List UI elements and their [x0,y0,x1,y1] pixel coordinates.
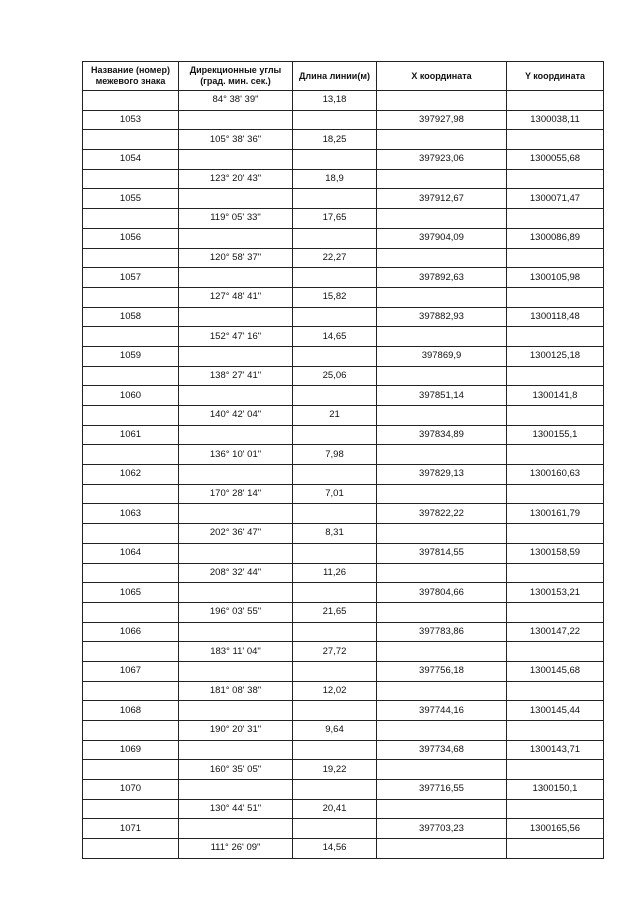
cell-direction-angle [179,425,293,445]
cell-direction-angle [179,701,293,721]
cell-direction-angle [179,583,293,603]
cell-y-coordinate: 1300153,21 [507,583,604,603]
cell-direction-angle [179,228,293,248]
cell-line-length [293,346,377,366]
cell-direction-angle [179,150,293,170]
cell-mark-name [83,839,179,859]
table-row [83,681,604,701]
cell-x-coordinate: 397834,89 [377,425,507,445]
table-row [83,248,604,268]
cell-y-coordinate: 1300160,63 [507,465,604,485]
cell-line-length: 18,9 [293,169,377,189]
table-row [83,484,604,504]
header-x-coordinate: X координата [377,62,507,91]
cell-direction-angle [179,819,293,839]
cell-line-length: 21,65 [293,602,377,622]
cell-mark-name: 1063 [83,504,179,524]
table-row [83,445,604,465]
cell-x-coordinate [377,524,507,544]
table-row [83,150,604,170]
cell-mark-name [83,287,179,307]
cell-line-length [293,661,377,681]
cell-x-coordinate: 397882,93 [377,307,507,327]
cell-mark-name: 1065 [83,583,179,603]
cell-mark-name [83,209,179,229]
cell-direction-angle: 202° 36' 47" [179,524,293,544]
cell-mark-name: 1070 [83,780,179,800]
cell-direction-angle [179,268,293,288]
cell-mark-name [83,563,179,583]
cell-x-coordinate: 397912,67 [377,189,507,209]
cell-x-coordinate [377,209,507,229]
cell-mark-name [83,721,179,741]
cell-y-coordinate [507,169,604,189]
cell-line-length: 25,06 [293,366,377,386]
cell-direction-angle [179,780,293,800]
cell-direction-angle: 105° 38' 36" [179,130,293,150]
table-row [83,799,604,819]
cell-line-length: 14,65 [293,327,377,347]
cell-mark-name [83,366,179,386]
cell-line-length [293,189,377,209]
cell-direction-angle: 181° 08' 38" [179,681,293,701]
cell-mark-name [83,799,179,819]
cell-direction-angle: 183° 11' 04" [179,642,293,662]
cell-y-coordinate [507,445,604,465]
cell-y-coordinate: 1300155,1 [507,425,604,445]
cell-direction-angle: 170° 28' 14" [179,484,293,504]
cell-x-coordinate [377,248,507,268]
cell-x-coordinate [377,681,507,701]
cell-direction-angle [179,740,293,760]
cell-x-coordinate: 397804,66 [377,583,507,603]
cell-direction-angle: 130° 44' 51" [179,799,293,819]
cell-y-coordinate [507,287,604,307]
cell-mark-name: 1057 [83,268,179,288]
table-row [83,169,604,189]
cell-direction-angle: 190° 20' 31" [179,721,293,741]
cell-mark-name [83,169,179,189]
cell-y-coordinate [507,602,604,622]
table-row [83,819,604,839]
cell-y-coordinate [507,406,604,426]
cell-x-coordinate [377,130,507,150]
cell-direction-angle: 119° 05' 33" [179,209,293,229]
cell-line-length: 7,98 [293,445,377,465]
cell-line-length [293,110,377,130]
cell-direction-angle [179,543,293,563]
cell-line-length: 18,25 [293,130,377,150]
cell-y-coordinate [507,248,604,268]
table-row [83,268,604,288]
cell-direction-angle [179,465,293,485]
cell-line-length: 21 [293,406,377,426]
table-row [83,563,604,583]
cell-line-length [293,307,377,327]
cell-y-coordinate: 1300141,8 [507,386,604,406]
cell-direction-angle [179,622,293,642]
cell-x-coordinate: 397734,68 [377,740,507,760]
cell-y-coordinate: 1300071,47 [507,189,604,209]
cell-direction-angle [179,110,293,130]
cell-mark-name: 1064 [83,543,179,563]
cell-direction-angle: 120° 58' 37" [179,248,293,268]
cell-line-length [293,386,377,406]
cell-line-length: 11,26 [293,563,377,583]
cell-y-coordinate: 1300086,89 [507,228,604,248]
cell-y-coordinate: 1300145,44 [507,701,604,721]
table-row [83,406,604,426]
cell-x-coordinate [377,406,507,426]
table-row [83,701,604,721]
cell-x-coordinate: 397904,09 [377,228,507,248]
table-row [83,110,604,130]
cell-direction-angle: 136° 10' 01" [179,445,293,465]
table-row [83,91,604,111]
cell-line-length: 15,82 [293,287,377,307]
table-row [83,602,604,622]
table-row [83,740,604,760]
cell-direction-angle: 140° 42' 04" [179,406,293,426]
cell-y-coordinate [507,760,604,780]
cell-x-coordinate: 397822,22 [377,504,507,524]
cell-mark-name [83,91,179,111]
cell-y-coordinate: 1300158,59 [507,543,604,563]
table-row [83,287,604,307]
cell-y-coordinate [507,799,604,819]
cell-direction-angle: 152° 47' 16" [179,327,293,347]
table-row [83,465,604,485]
cell-direction-angle [179,189,293,209]
cell-direction-angle [179,386,293,406]
cell-x-coordinate [377,721,507,741]
cell-mark-name [83,602,179,622]
table-row [83,661,604,681]
cell-mark-name: 1071 [83,819,179,839]
cell-mark-name [83,445,179,465]
cell-y-coordinate [507,524,604,544]
cell-line-length [293,543,377,563]
table-row [83,642,604,662]
cell-mark-name: 1060 [83,386,179,406]
cell-y-coordinate [507,681,604,701]
cell-x-coordinate: 397892,63 [377,268,507,288]
cell-mark-name: 1056 [83,228,179,248]
cell-y-coordinate [507,563,604,583]
cell-x-coordinate: 397829,13 [377,465,507,485]
cell-direction-angle: 111° 26' 09" [179,839,293,859]
cell-line-length: 14,56 [293,839,377,859]
cell-line-length: 12,02 [293,681,377,701]
table-row [83,189,604,209]
cell-line-length [293,268,377,288]
cell-y-coordinate: 1300145,68 [507,661,604,681]
cell-x-coordinate [377,169,507,189]
cell-y-coordinate: 1300118,48 [507,307,604,327]
cell-y-coordinate [507,130,604,150]
cell-x-coordinate: 397716,55 [377,780,507,800]
cell-line-length [293,740,377,760]
cell-x-coordinate: 397756,18 [377,661,507,681]
cell-direction-angle: 138° 27' 41" [179,366,293,386]
cell-direction-angle: 196° 03' 55" [179,602,293,622]
cell-line-length: 27,72 [293,642,377,662]
cell-mark-name [83,327,179,347]
cell-x-coordinate [377,287,507,307]
boundary-marks-table [82,61,604,859]
cell-x-coordinate: 397869,9 [377,346,507,366]
cell-y-coordinate [507,366,604,386]
cell-line-length: 20,41 [293,799,377,819]
cell-line-length [293,425,377,445]
cell-direction-angle [179,307,293,327]
table-row [83,760,604,780]
cell-x-coordinate [377,91,507,111]
cell-mark-name: 1067 [83,661,179,681]
cell-direction-angle: 127° 48' 41" [179,287,293,307]
cell-line-length [293,819,377,839]
cell-x-coordinate [377,760,507,780]
table-row [83,130,604,150]
table-row [83,504,604,524]
cell-y-coordinate: 1300147,22 [507,622,604,642]
cell-y-coordinate: 1300105,98 [507,268,604,288]
cell-mark-name [83,130,179,150]
table-row [83,366,604,386]
cell-line-length [293,780,377,800]
cell-line-length: 7,01 [293,484,377,504]
cell-y-coordinate [507,91,604,111]
cell-x-coordinate [377,327,507,347]
cell-mark-name [83,524,179,544]
table-row [83,346,604,366]
header-y-coordinate: Y координата [507,62,604,91]
cell-mark-name [83,484,179,504]
cell-y-coordinate: 1300150,1 [507,780,604,800]
cell-y-coordinate: 1300161,79 [507,504,604,524]
cell-mark-name [83,642,179,662]
cell-y-coordinate [507,209,604,229]
cell-mark-name: 1058 [83,307,179,327]
cell-y-coordinate: 1300125,18 [507,346,604,366]
table-row [83,622,604,642]
cell-x-coordinate: 397783,86 [377,622,507,642]
table-body [83,91,604,859]
table-row [83,386,604,406]
header-mark-name: Название (номер) межевого знака [83,62,179,91]
cell-line-length [293,465,377,485]
cell-x-coordinate: 397923,06 [377,150,507,170]
table-row [83,524,604,544]
table-row [83,209,604,229]
cell-x-coordinate [377,799,507,819]
cell-y-coordinate [507,484,604,504]
cell-x-coordinate: 397814,55 [377,543,507,563]
table-row [83,839,604,859]
cell-mark-name [83,248,179,268]
cell-mark-name: 1059 [83,346,179,366]
cell-line-length: 19,22 [293,760,377,780]
cell-mark-name: 1053 [83,110,179,130]
table-row [83,425,604,445]
cell-y-coordinate: 1300038,11 [507,110,604,130]
cell-line-length: 22,27 [293,248,377,268]
cell-x-coordinate: 397744,16 [377,701,507,721]
cell-direction-angle [179,661,293,681]
cell-x-coordinate [377,839,507,859]
table-row [83,543,604,563]
cell-line-length [293,150,377,170]
cell-mark-name: 1066 [83,622,179,642]
header-line-length: Длина линии(м) [293,62,377,91]
table-row [83,780,604,800]
cell-mark-name [83,760,179,780]
cell-x-coordinate [377,445,507,465]
cell-mark-name [83,681,179,701]
cell-line-length: 13,18 [293,91,377,111]
cell-y-coordinate [507,642,604,662]
cell-line-length [293,701,377,721]
cell-direction-angle [179,346,293,366]
cell-mark-name: 1054 [83,150,179,170]
cell-y-coordinate [507,839,604,859]
cell-mark-name: 1069 [83,740,179,760]
cell-y-coordinate [507,327,604,347]
header-direction-angle: Дирекционные углы (град. мин. сек.) [179,62,293,91]
table-row [83,327,604,347]
table-row [83,307,604,327]
cell-direction-angle: 84° 38' 39" [179,91,293,111]
cell-y-coordinate: 1300143,71 [507,740,604,760]
cell-x-coordinate: 397927,98 [377,110,507,130]
cell-line-length [293,228,377,248]
cell-line-length: 8,31 [293,524,377,544]
cell-line-length: 17,65 [293,209,377,229]
cell-direction-angle [179,504,293,524]
cell-line-length: 9,64 [293,721,377,741]
cell-mark-name: 1062 [83,465,179,485]
table-row [83,721,604,741]
cell-x-coordinate: 397703,23 [377,819,507,839]
cell-direction-angle: 123° 20' 43" [179,169,293,189]
cell-line-length [293,504,377,524]
cell-y-coordinate [507,721,604,741]
cell-direction-angle: 160° 35' 05" [179,760,293,780]
table-header-row [83,62,604,91]
table-row [83,583,604,603]
cell-line-length [293,622,377,642]
cell-x-coordinate [377,642,507,662]
cell-x-coordinate [377,484,507,504]
cell-x-coordinate [377,602,507,622]
cell-y-coordinate: 1300165,56 [507,819,604,839]
cell-mark-name [83,406,179,426]
table-row [83,228,604,248]
cell-direction-angle: 208° 32' 44" [179,563,293,583]
cell-x-coordinate [377,366,507,386]
cell-x-coordinate [377,563,507,583]
cell-y-coordinate: 1300055,68 [507,150,604,170]
cell-x-coordinate: 397851,14 [377,386,507,406]
cell-mark-name: 1055 [83,189,179,209]
cell-mark-name: 1068 [83,701,179,721]
cell-mark-name: 1061 [83,425,179,445]
cell-line-length [293,583,377,603]
